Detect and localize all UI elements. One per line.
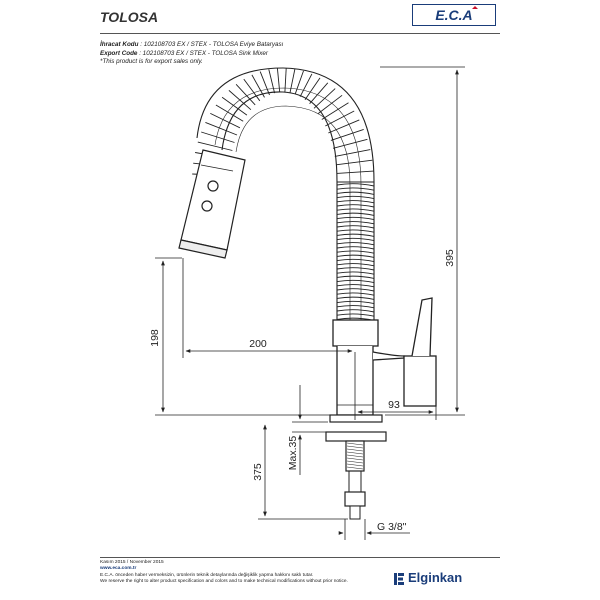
spring-coil (337, 276, 374, 278)
spring-coil (336, 160, 372, 165)
dim-hose-height-label: 198 (149, 329, 161, 347)
spring-coil (337, 213, 374, 215)
spring-coil (337, 251, 374, 253)
dimension-lines (155, 67, 465, 540)
spring-coil (337, 192, 374, 194)
spring-coil (337, 226, 374, 228)
footer-date: Kasım 2015 / November 2015 (100, 560, 164, 565)
footer-note-en: We reserve the right to alter product specification and colors and to make technical modifications without prior notice. (100, 579, 348, 585)
spring-coil (305, 78, 320, 100)
import-code-label: İhracat Kodu (100, 41, 139, 48)
export-code-label: Export Code (100, 49, 138, 57)
spring-coil (337, 301, 374, 303)
spring-coil (331, 129, 364, 140)
spring-coil (337, 314, 374, 316)
spring-coil (337, 306, 374, 308)
spring-coil (337, 268, 374, 270)
spring-coil (285, 68, 286, 92)
dim-max-deck-label: Max.35 (287, 435, 299, 471)
spring-coil (337, 289, 374, 291)
spring-coil (337, 247, 374, 249)
spring-coil (337, 264, 374, 266)
spring-coil (269, 69, 275, 93)
spring-coil (337, 196, 374, 198)
dim-reach-label: 200 (249, 338, 267, 350)
deck (326, 415, 386, 441)
footer-rule (100, 557, 500, 558)
spring-coil (337, 230, 374, 232)
spring-coil (337, 243, 374, 245)
spring-coil (337, 222, 374, 224)
spring-coil (318, 95, 342, 113)
dim-handle-label: 93 (388, 399, 400, 411)
elginkan-mark-icon (393, 572, 405, 586)
footer-website[interactable]: www.eca.com.tr (100, 566, 137, 572)
spring-coil (337, 272, 374, 274)
spring-coil (337, 184, 374, 186)
spring-coil (337, 205, 374, 207)
spring-coil (295, 71, 303, 94)
spring-coil (337, 201, 374, 203)
page-title: TOLOSA (100, 9, 159, 25)
spring-coil (337, 285, 374, 287)
spring-coil (337, 297, 374, 299)
spring-coil (337, 217, 374, 219)
footer (100, 560, 348, 586)
spring-coil (333, 139, 367, 148)
spring-coil (201, 132, 234, 143)
spring-coil (335, 150, 371, 157)
spring-coil (290, 69, 295, 93)
elginkan-brand: Elginkan (408, 570, 463, 585)
hand-shower (179, 150, 245, 258)
spring-coil (337, 293, 374, 295)
dim-thread-label: G 3/8" (377, 521, 407, 533)
footer-note-tr: E.C.A. önceden haber vermeksizin, ürünlerin teknik detaylarında değişiklik yapma hakkını saklı tutar. (100, 572, 314, 578)
spring-coil (277, 68, 279, 92)
spring-coil (337, 238, 374, 240)
spring-coil (222, 97, 247, 115)
export-note: *This product is for export sales only. (100, 58, 203, 66)
spring-coil (337, 209, 374, 211)
spring-coil (337, 234, 374, 236)
spring-coil (314, 89, 335, 109)
logo-text: E.C.A (435, 7, 473, 23)
spring-coil (310, 83, 328, 104)
spring-coil (300, 74, 312, 97)
dim-shank-label: 375 (252, 463, 264, 481)
faucet-body (333, 298, 436, 415)
export-code-value: : 102108703 EX / STEX - TOLOSA Sink Mixer (139, 49, 268, 57)
dim-total-height-label: 395 (444, 249, 456, 267)
spring-coil (337, 171, 374, 173)
spring-coil (337, 310, 374, 312)
spring-coil (337, 259, 374, 261)
spring-coil (337, 280, 374, 282)
import-code-value: : 102108703 EX / STEX - TOLOSA Eviye Bataryası (140, 41, 284, 48)
spring-coil (337, 188, 374, 190)
spring-coil (337, 255, 374, 257)
